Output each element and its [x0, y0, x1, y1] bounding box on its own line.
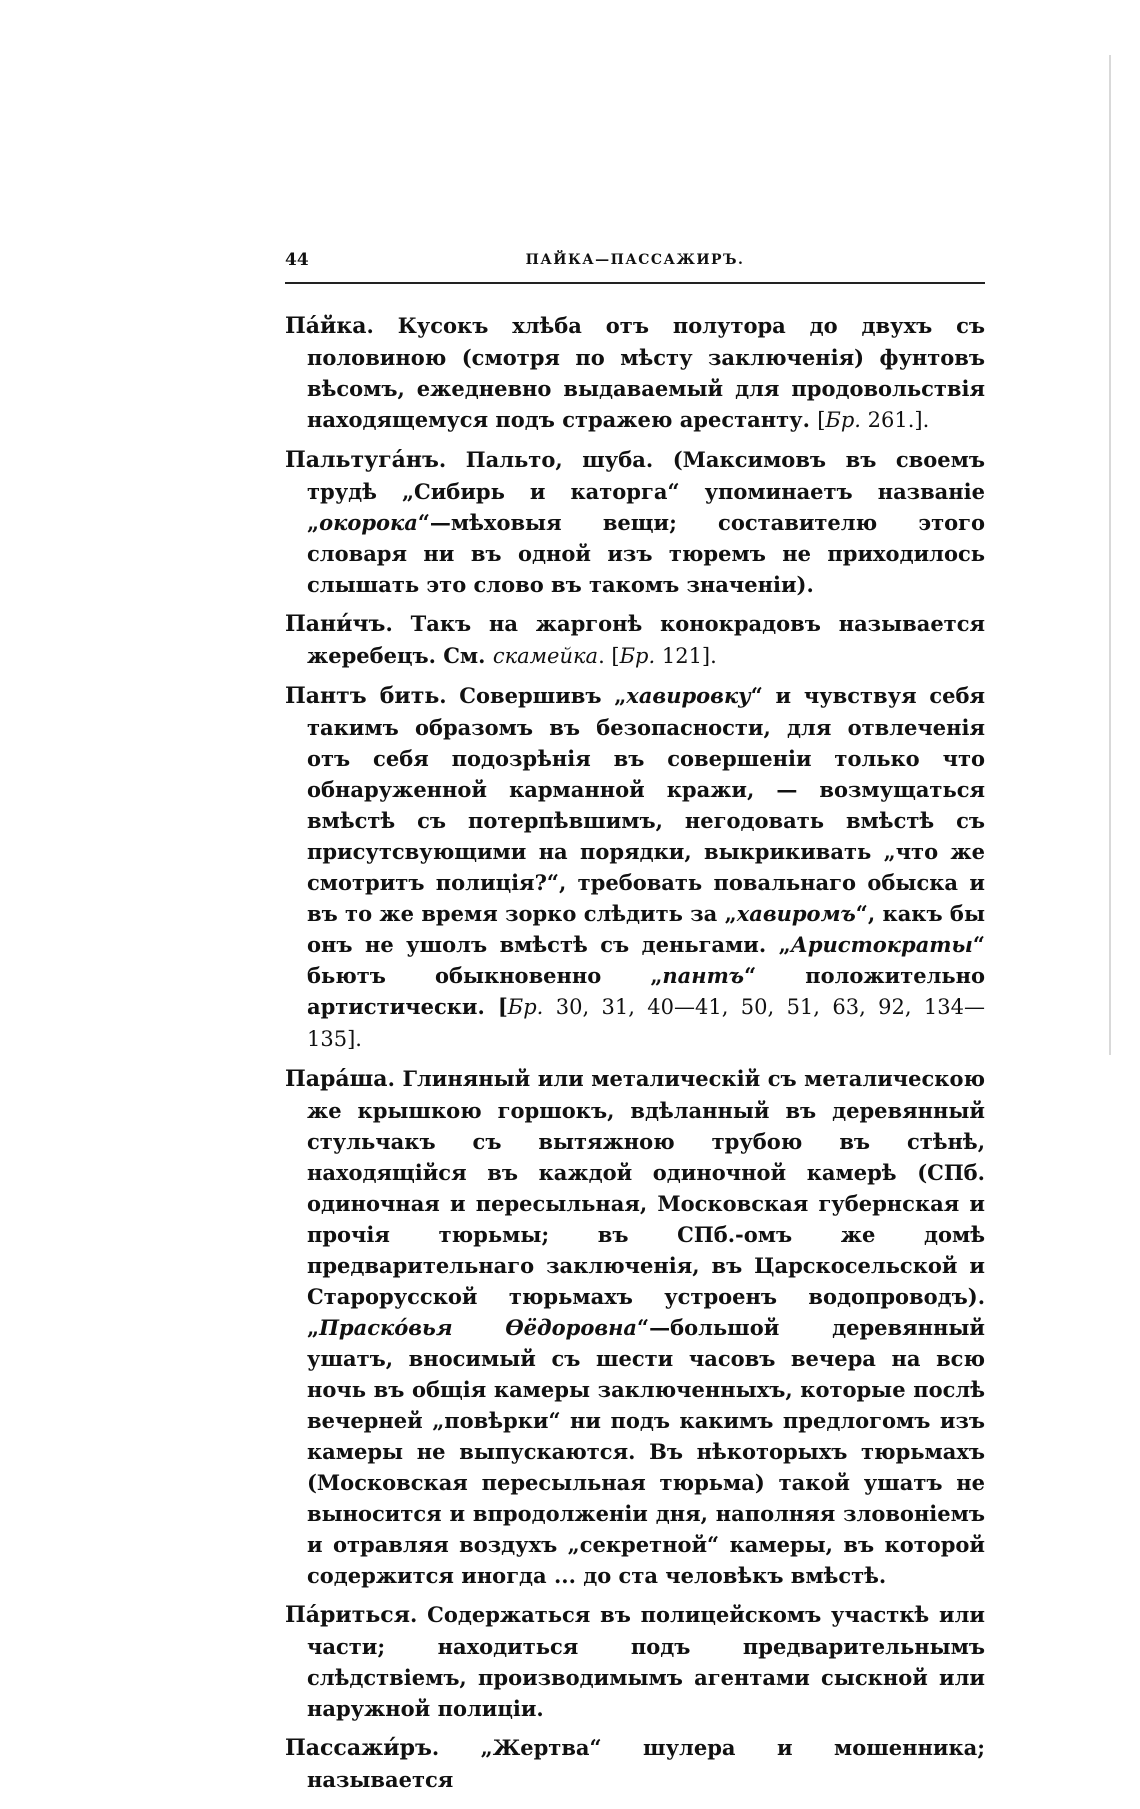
- reference-pages: 261.].: [860, 408, 930, 432]
- scan-edge-line: [1109, 55, 1111, 1055]
- entry-paritsya: [285, 1599, 985, 1724]
- entry-text: . Пальто, шуба. (Максимовъ въ своемъ трудѣ „Сибирь и каторга“ упоминаетъ названіе „: [307, 447, 985, 535]
- entry-passazhir: [285, 1732, 985, 1795]
- reference-pages: 121].: [655, 644, 717, 668]
- slang-term: Праскóвья Ѳёдоровна: [319, 1315, 638, 1340]
- entry-text: “—большой деревянный ушатъ, вносимый съ шести часовъ вечера на всю ночь въ общія камеры заключенныхъ, которые послѣ вечерней „повѣрки“ ни подъ какимъ предлогомъ изъ камеры не выпускаются. Въ нѣкоторыхъ тюрьмахъ (Московская пересыльная тюрьма) такой ушатъ не выносится и впродолженіи дня, наполняя зловоніемъ и отравляя воздухъ „секретной“ камеры, въ которой содержится иногда ... до ста человѣкъ вмѣстѣ.: [307, 1315, 985, 1588]
- reference-pages: 30, 31, 40—41, 50, 51, 63, 92, 134—135].: [307, 995, 985, 1051]
- entry-text: . Совершивъ „: [439, 683, 627, 708]
- headword: Пантъ бить: [285, 683, 440, 709]
- slang-term: Аристократы: [790, 932, 973, 957]
- reference-bracket: . [: [598, 644, 620, 668]
- entry-text: . Глиняный или металическій съ металическою же крышкою горшокъ, вдѣланный въ деревянный стульчакъ съ вытяжною трубою въ стѣнѣ, находящійся въ каждой одиночной камерѣ (СПб. одиночная и пересыльная, Московская губернская и прочія тюрьмы; въ СПб.-омъ же домѣ предварительнаго заключенія, въ Царскосельской и Старорусской тюрьмахъ устроенъ водопроводъ). „: [307, 1066, 985, 1340]
- book-page: [285, 248, 985, 1803]
- page-header: [285, 248, 985, 288]
- entry-text: “, какъ бы онъ не ушолъ вмѣстѣ съ деньгами. „: [307, 901, 985, 957]
- entry-panich: [285, 608, 985, 672]
- running-head: ПАЙКА—ПАССАЖИРЪ.: [525, 252, 745, 268]
- entry-pant-bit: [285, 680, 985, 1055]
- entry-paltugan: [285, 444, 985, 600]
- slang-term: хавировку: [626, 683, 751, 708]
- headword: Парáша: [285, 1066, 388, 1092]
- reference-bracket: [: [817, 408, 826, 432]
- entry-text: “ и чувствуя себя такимъ образомъ въ безопасности, для отвлеченія отъ себя подозрѣнія въ совершеніи только что обнаруженной карманной кражи, — возмущаться вмѣстѣ съ потерпѣвшимъ, негодовать вмѣстѣ съ присутсвующими на порядки, выкрикивать „что же смотритъ полиція?“, требовать повальнаго обыска и въ то же время зорко слѣдить за „: [307, 683, 985, 926]
- headword: Пассажи́ръ: [285, 1735, 432, 1761]
- reference-source: Бр.: [507, 995, 544, 1019]
- entry-parasha: [285, 1063, 985, 1591]
- entry-text: . Кусокъ хлѣба отъ полутора до двухъ съ половиною (смотря по мѣсту заключенія) фунтовъ вѣсомъ, ежедневно выдаваемый для продовольствія находящемуся подъ стражею арестанту.: [307, 313, 985, 432]
- entry-text: “—мѣховыя вещи; составителю этого словаря ни въ одной изъ тюремъ не приходилось слышать это слово въ такомъ значеніи).: [307, 510, 985, 597]
- headword: Пальтугáнъ: [285, 447, 439, 473]
- reference-source: Бр.: [825, 408, 861, 432]
- header-rule: [285, 282, 985, 284]
- reference-source: Бр.: [619, 644, 656, 668]
- headword: Пáйка: [285, 313, 367, 339]
- page-number: 44: [285, 250, 309, 270]
- entry-text: . Такъ на жаргонѣ конокрадовъ называется жеребецъ. См.: [307, 611, 985, 668]
- entry-text: “ бьютъ обыкновенно „: [307, 932, 985, 988]
- entry-payka: [285, 310, 985, 436]
- dictionary-entries: [285, 310, 985, 1795]
- entry-text: “ положительно артистически. [: [307, 963, 985, 1019]
- cross-reference: скамейка: [492, 644, 599, 668]
- slang-term: хавиромъ: [736, 901, 856, 926]
- headword: Пани́чъ: [285, 611, 386, 637]
- entry-text: . „Жертва“ шулера и мошенника; называется: [307, 1735, 985, 1792]
- slang-term: окорока: [319, 510, 418, 535]
- headword: Пáриться: [285, 1602, 410, 1628]
- slang-term: пантъ: [662, 963, 745, 988]
- entry-text: . Содержаться въ полицейскомъ участкѣ или части; находиться подъ предварительнымъ слѣдствіемъ, производимымъ агентами сыскной или наружной полиціи.: [307, 1602, 985, 1721]
